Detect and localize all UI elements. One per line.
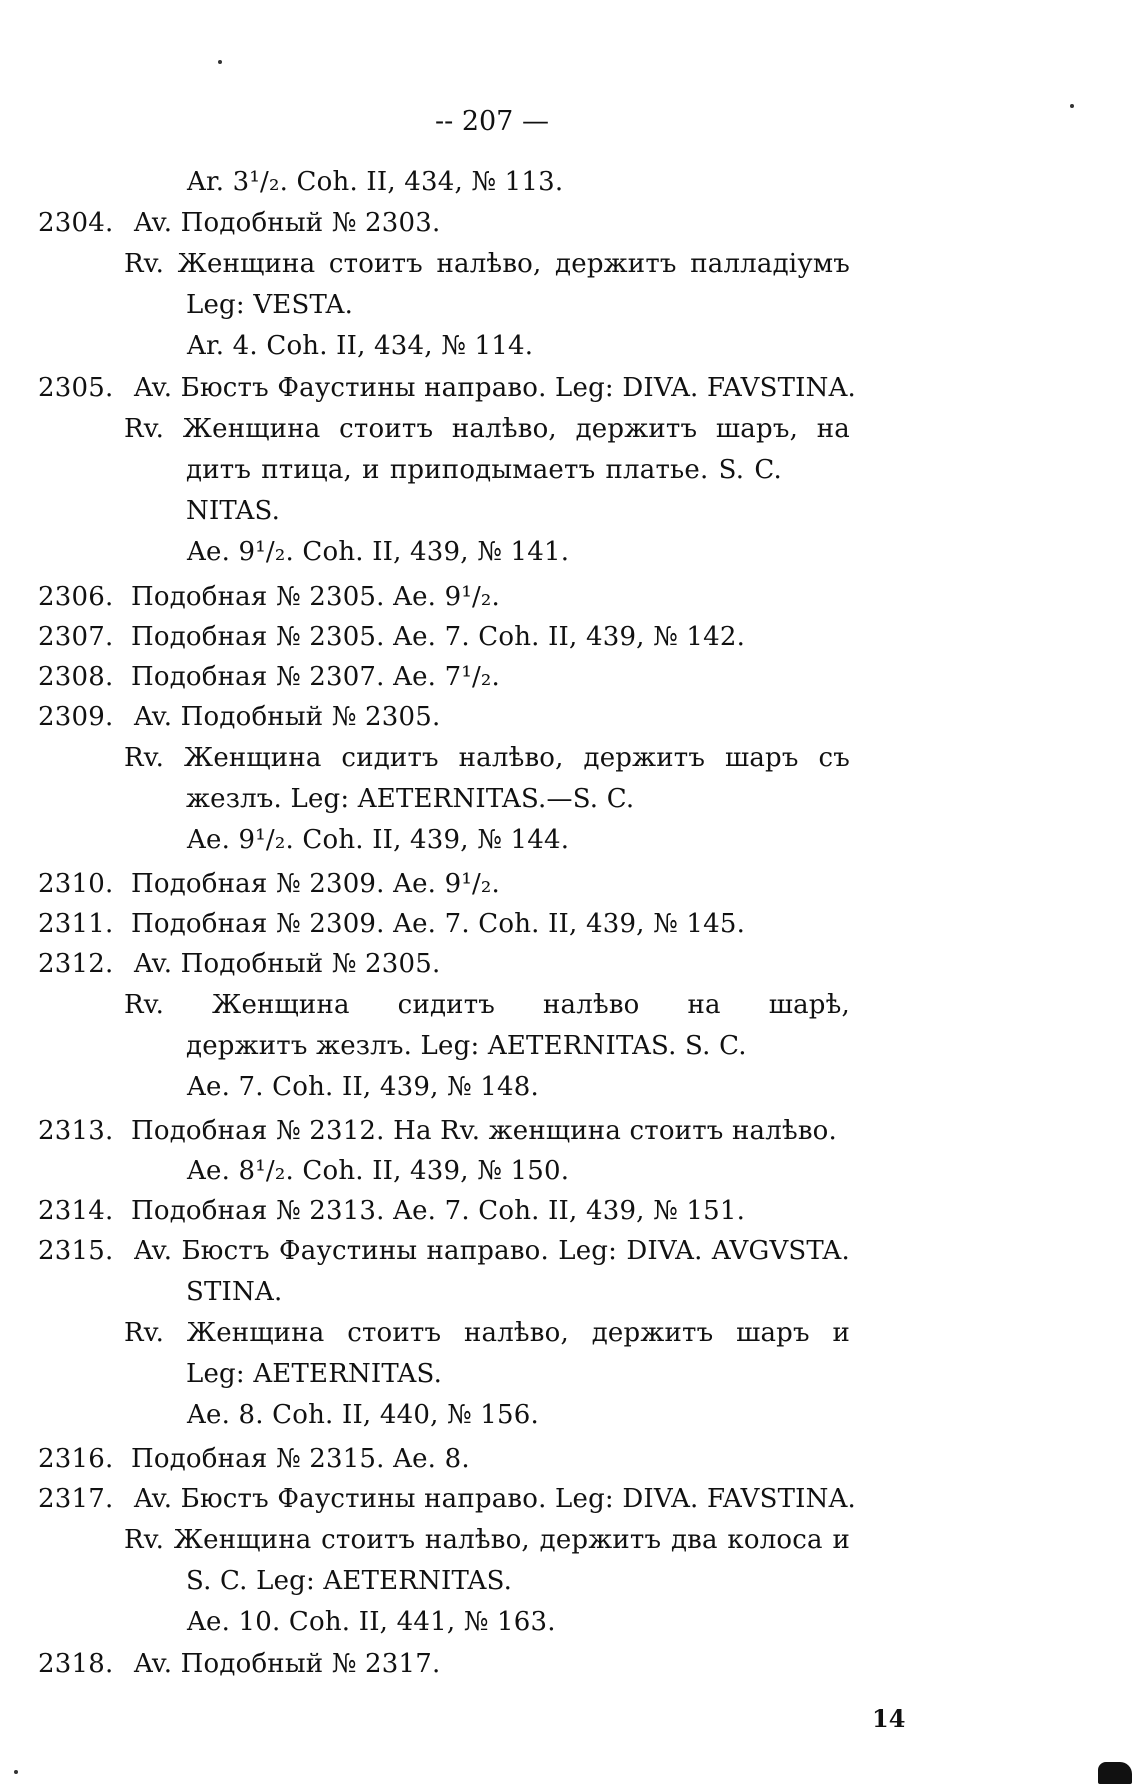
entry-text-line: Av. Подобный № 2317. bbox=[134, 1649, 441, 1679]
entry-text-line: NITAS. bbox=[186, 496, 281, 526]
entry-text-line: Rv. Женщина стоитъ налѣво, держитъ палладіумъ bbox=[124, 249, 850, 279]
entry-text-line: Rv. Женщина стоитъ налѣво, держитъ два колоса и bbox=[124, 1525, 850, 1555]
entry-number: 2314. bbox=[38, 1196, 114, 1226]
entry-text-line: Ae. 10. Coh. II, 441, № 163. bbox=[187, 1607, 556, 1637]
entry-text-line: Ar. 3¹/₂. Coh. II, 434, № 113. bbox=[187, 167, 564, 197]
entry-text-line: Подобная № 2305. Ae. 7. Coh. II, 439, № 142. bbox=[131, 622, 746, 652]
entry-number: 2308. bbox=[38, 662, 114, 692]
entry-text-line: Av. Подобный № 2305. bbox=[134, 949, 441, 979]
entry-text-line: Av. Подобный № 2303. bbox=[134, 208, 441, 238]
speck bbox=[14, 1770, 18, 1774]
entry-number: 2318. bbox=[38, 1649, 114, 1679]
entry-number: 2312. bbox=[38, 949, 114, 979]
entry-text-line: Av. Бюстъ Фаустины направо. Leg: DIVA. FAVSTINA. bbox=[134, 373, 857, 403]
entry-number: 2305. bbox=[38, 373, 114, 403]
entry-text-line: Подобная № 2313. Ae. 7. Coh. II, 439, № 151. bbox=[131, 1196, 746, 1226]
entry-text-line: держитъ жезлъ. Leg: AETERNITAS. S. C. bbox=[186, 1031, 747, 1061]
entry-text-line: Av. Бюстъ Фаустины направо. Leg: DIVA. FAVSTINA. bbox=[134, 1484, 857, 1514]
speck bbox=[218, 60, 222, 64]
entry-text-line: Ae. 9¹/₂. Coh. II, 439, № 144. bbox=[187, 825, 570, 855]
entry-text-line: Av. Бюстъ Фаустины направо. Leg: DIVA. AVGVSTA. bbox=[134, 1236, 850, 1266]
entry-text-line: жезлъ. Leg: AETERNITAS.—S. C. bbox=[186, 784, 635, 814]
entry-text-line: Ae. 7. Coh. II, 439, № 148. bbox=[187, 1072, 539, 1102]
entry-number: 2317. bbox=[38, 1484, 114, 1514]
entry-text-line: Av. Подобный № 2305. bbox=[134, 702, 441, 732]
entry-number: 2307. bbox=[38, 622, 114, 652]
entry-text-line: Leg: VESTA. bbox=[186, 290, 354, 320]
entry-text-line: Ae. 8¹/₂. Coh. II, 439, № 150. bbox=[187, 1156, 570, 1186]
page-number: -- 207 — bbox=[435, 106, 549, 137]
entry-text-line: Подобная № 2307. Ae. 7¹/₂. bbox=[131, 662, 501, 692]
entry-number: 2316. bbox=[38, 1444, 114, 1474]
entry-number: 2309. bbox=[38, 702, 114, 732]
entry-text-line: Подобная № 2312. На Rv. женщина стоитъ налѣво. bbox=[131, 1116, 837, 1146]
entry-text-line: STINA. bbox=[186, 1277, 283, 1307]
entry-text-line: Rv. Женщина стоитъ налѣво, держитъ шаръ, на bbox=[124, 414, 850, 444]
entry-number: 2304. bbox=[38, 208, 114, 238]
entry-number: 2306. bbox=[38, 582, 114, 612]
speck bbox=[1070, 104, 1074, 108]
signature-mark: 14 bbox=[872, 1704, 906, 1733]
entry-text-line: Ar. 4. Coh. II, 434, № 114. bbox=[187, 331, 534, 361]
entry-number: 2310. bbox=[38, 869, 114, 899]
entry-text-line: Подобная № 2315. Ae. 8. bbox=[131, 1444, 470, 1474]
entry-text-line: Rv. Женщина сидитъ налѣво, держитъ шаръ съ bbox=[124, 743, 850, 773]
entry-text-line: Подобная № 2309. Ae. 9¹/₂. bbox=[131, 869, 501, 899]
entry-number: 2311. bbox=[38, 909, 114, 939]
ink-blot bbox=[1098, 1762, 1132, 1784]
entry-text-line: Rv. Женщина сидитъ налѣво на шарѣ, bbox=[124, 990, 850, 1020]
entry-text-line: дитъ птица, и приподымаетъ платье. S. C. bbox=[186, 455, 782, 485]
entry-text-line: S. C. Leg: AETERNITAS. bbox=[186, 1566, 513, 1596]
entry-number: 2313. bbox=[38, 1116, 114, 1146]
entry-number: 2315. bbox=[38, 1236, 114, 1266]
entry-text-line: Rv. Женщина стоитъ налѣво, держитъ шаръ и bbox=[124, 1318, 850, 1348]
entry-text-line: Ae. 8. Coh. II, 440, № 156. bbox=[187, 1400, 539, 1430]
entry-text-line: Leg: AETERNITAS. bbox=[186, 1359, 443, 1389]
entry-text-line: Подобная № 2305. Ae. 9¹/₂. bbox=[131, 582, 501, 612]
entry-text-line: Подобная № 2309. Ae. 7. Coh. II, 439, № 145. bbox=[131, 909, 746, 939]
entry-text-line: Ae. 9¹/₂. Coh. II, 439, № 141. bbox=[187, 537, 570, 567]
